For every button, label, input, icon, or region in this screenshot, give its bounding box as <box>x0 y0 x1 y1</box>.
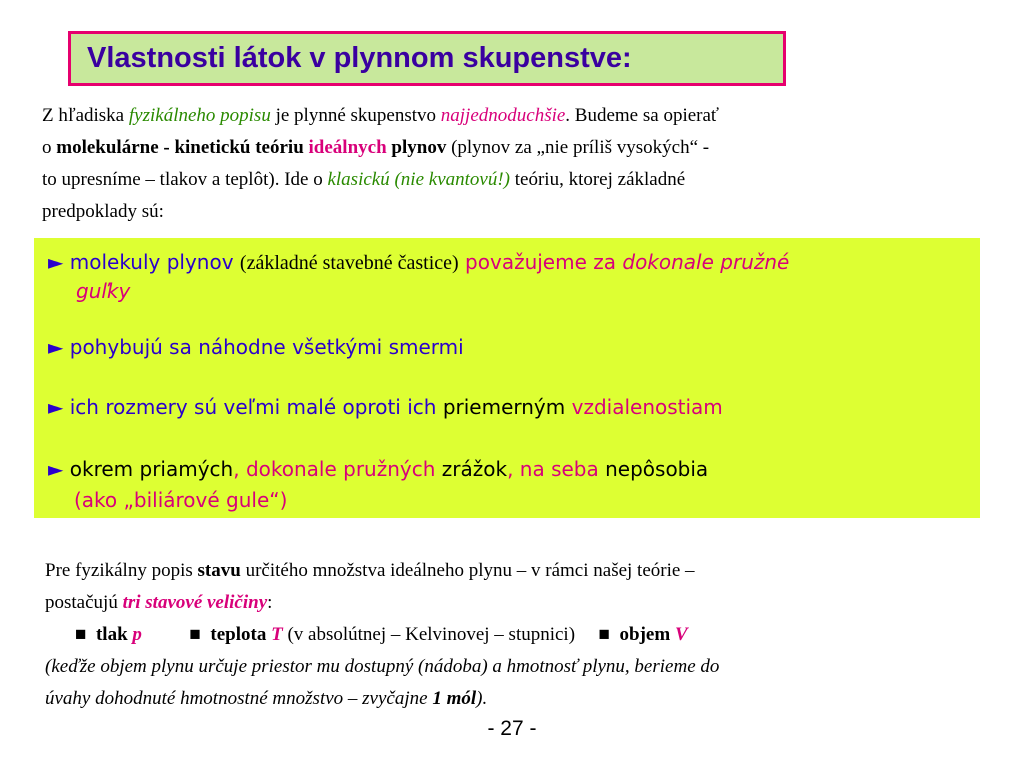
bottom-text: : <box>267 592 273 613</box>
square-bullet-icon: ■ <box>75 624 87 645</box>
intro-emph-simplest: najjednoduchšie <box>440 105 566 126</box>
bottom-line-4: (keďže objem plynu určuje priestor mu dostupný (nádoba) a hmotnosť plynu, berieme do <box>45 656 720 677</box>
intro-text: to upresníme – tlakov a teplôt). Ide o <box>42 169 328 190</box>
bottom-emph-three-variables: tri stavové veličiny <box>122 592 268 613</box>
bottom-text: Pre fyzikálny popis <box>45 560 198 581</box>
bullet-3 <box>48 393 723 421</box>
bullet-1 <box>48 248 789 277</box>
intro-text: Z hľadiska <box>42 105 129 126</box>
bottom-bold-mole: 1 mól <box>432 688 477 709</box>
intro-text: . Budeme sa opierať <box>565 105 720 126</box>
bottom-line-1 <box>45 555 985 587</box>
bullet-comma: , <box>233 457 240 481</box>
bullet-text: okrem priamých <box>69 457 234 481</box>
var-pressure-label: tlak <box>95 624 133 645</box>
page-title: Vlastnosti látok v plynnom skupenstve: <box>87 42 632 74</box>
bullet-text: priemerným <box>442 395 566 419</box>
bottom-text: ). <box>476 688 488 709</box>
bottom-line-5 <box>45 683 985 715</box>
bullet-text: dokonale pružných <box>245 457 436 481</box>
intro-emph-classical: klasickú (nie kvantovú!) <box>327 169 510 190</box>
bullet-4 <box>48 455 708 483</box>
var-temperature-note: (v absolútnej – Kelvinovej – stupnici) <box>282 624 576 645</box>
intro-paragraph <box>42 100 982 228</box>
bullet-text: (základné stavebné častice) <box>239 252 459 274</box>
bullet-arrow-icon: ► <box>48 250 64 274</box>
intro-text: (plynov za „nie príliš vysokých“ - <box>446 137 710 158</box>
intro-text: teóriu, ktorej základné <box>510 169 686 190</box>
var-pressure-symbol: p <box>132 624 142 645</box>
bullet-arrow-icon: ► <box>48 335 64 359</box>
var-volume-symbol: V <box>674 624 688 645</box>
square-bullet-icon: ■ <box>189 624 201 645</box>
intro-text: je plynné skupenstvo <box>270 105 441 126</box>
bottom-text: určitého množstva ideálneho plynu – v rámci našej teórie – <box>240 560 695 581</box>
var-volume-label: objem <box>619 624 675 645</box>
bullet-1-cont: guľky <box>76 279 131 303</box>
bottom-line-2 <box>45 587 985 619</box>
intro-line-3 <box>42 164 982 196</box>
bullet-arrow-icon: ► <box>48 457 64 481</box>
bullet-text: pohybujú sa náhodne všetkými smermi <box>69 335 464 359</box>
intro-line-2 <box>42 132 982 164</box>
bottom-text: postačujú <box>45 592 123 613</box>
intro-emph-physical: fyzikálneho popisu <box>128 105 271 126</box>
square-bullet-icon: ■ <box>598 624 611 645</box>
bullet-text: ich rozmery sú veľmi malé oproti ich <box>69 395 437 419</box>
bottom-text: úvahy dohodnuté hmotnostné množstvo – zvyčajne <box>45 688 433 709</box>
bullet-arrow-icon: ► <box>48 395 64 419</box>
intro-line-1 <box>42 100 982 132</box>
bullet-text: molekuly plynov <box>69 250 234 274</box>
bottom-bold-state: stavu <box>197 560 241 581</box>
bottom-line-3 <box>45 619 985 651</box>
page-number: - 27 - <box>487 717 537 740</box>
bullet-text: zrážok <box>441 457 508 481</box>
bullet-text: nepôsobia <box>605 457 709 481</box>
bullet-2 <box>48 333 464 361</box>
intro-bold-ideal: ideálnych <box>308 137 387 158</box>
bullet-text: vzdialenostiam <box>571 395 723 419</box>
intro-bold-theory: molekulárne - kinetickú teóriu <box>56 137 304 158</box>
bullet-text: dokonale pružné <box>622 250 790 274</box>
state-variables-paragraph <box>45 555 985 715</box>
bullet-text: považujeme za <box>465 250 617 274</box>
intro-line-4: predpoklady sú: <box>42 201 164 222</box>
bullet-comma: , <box>507 457 514 481</box>
bullet-4-cont: (ako „biliárové gule“) <box>74 488 288 512</box>
title-box <box>68 31 786 86</box>
intro-text: o <box>42 137 57 158</box>
bullet-text: na seba <box>519 457 599 481</box>
var-temperature-label: teplota <box>210 624 272 645</box>
var-temperature-symbol: T <box>271 624 283 645</box>
intro-bold-gases: plynov <box>391 137 447 158</box>
